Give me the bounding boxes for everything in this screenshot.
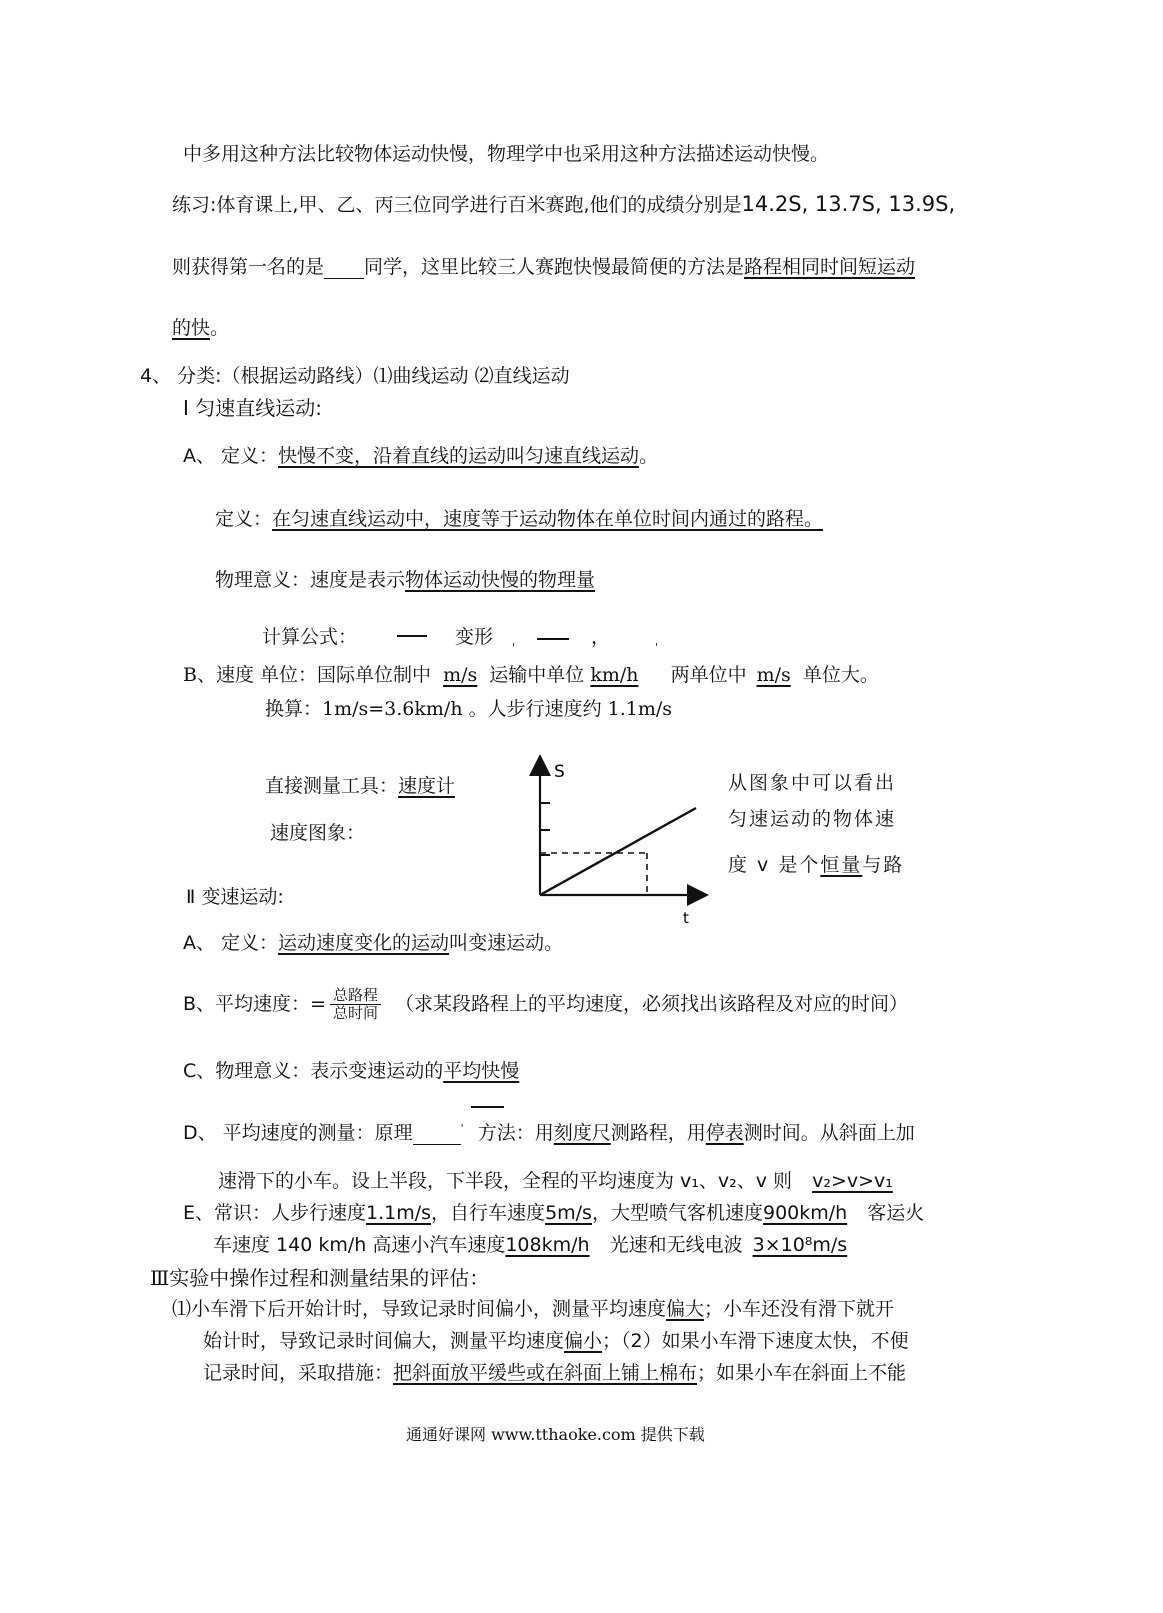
part2-meaning-text: 平均快慢 — [443, 1060, 520, 1082]
part3-line-3b: 把斜面放平缓些或在斜面上铺上棉布 — [393, 1362, 698, 1384]
bike-speed: 5m/s — [545, 1202, 592, 1224]
part2-defA-label: A、 定义： — [183, 932, 279, 954]
light-label: 光速和无线电波 — [609, 1234, 743, 1256]
defA-line — [183, 445, 658, 468]
jet-label: ，大型喷气客机速度 — [591, 1202, 763, 1224]
formula-transform: 变形 — [455, 626, 494, 648]
part3-line-1 — [172, 1298, 894, 1321]
car-speed: 108km/h — [505, 1234, 590, 1256]
part3-line-1a: ⑴小车滑下后开始计时，导致记录时间偏小，测量平均速度 — [172, 1298, 667, 1320]
answer-prefix: 则获得第一名的是 — [172, 256, 325, 278]
answer-end: 。 — [210, 317, 230, 339]
light-speed: 3×10⁸m/s — [752, 1234, 848, 1256]
measure-line — [183, 1122, 915, 1145]
graph-desc-1: 从图象中可以看出 — [728, 772, 897, 794]
jet-speed: 900km/h — [762, 1202, 848, 1224]
series-line — [540, 808, 696, 895]
measure-tool-1: 刻度尺 — [553, 1122, 611, 1144]
part2-defA-text: 运动速度变化的运动 — [278, 932, 450, 954]
exercise-times: 14.2S, 13.7S, 13.9S, — [741, 192, 956, 216]
exercise-line — [172, 192, 955, 217]
unit-prefix: B、速度 单位：国际单位制中 — [183, 664, 432, 686]
def2-line — [215, 508, 823, 531]
part3-line-3a: 记录时间，采取措施： — [203, 1362, 394, 1384]
unit-compare-end: 单位大。 — [802, 664, 879, 686]
avg-numerator: 总路程 — [330, 987, 381, 1005]
common-line-2 — [213, 1234, 847, 1257]
section4-heading: 4、 分类:（根据运动路线）⑴曲线运动 ⑵直线运动 — [140, 365, 570, 387]
formula-fraction-bar-1 — [397, 635, 427, 637]
defA-text: 快慢不变，沿着直线的运动叫匀速直线运动 — [278, 445, 640, 467]
measure-line-2-text: 速滑下的小车。设上半段，下半段，全程的平均速度为 v₁、v₂、v 则 — [218, 1170, 793, 1192]
answer-line-2 — [172, 317, 229, 340]
part2-defA-line — [183, 932, 563, 955]
graph-desc-2: 匀速运动的物体速 — [728, 808, 897, 830]
avg-note: （求某段路程上的平均速度，必须找出该路程及对应的时间） — [394, 993, 908, 1016]
bike-label: ，自行车速度 — [431, 1202, 546, 1224]
avg-denominator: 总时间 — [332, 1004, 378, 1023]
part3-line-1b: 偏大 — [666, 1298, 705, 1320]
conversion: 换算：1m/s=3.6km/h 。人步行速度约 1.1m/s — [265, 698, 673, 720]
avg-line — [183, 987, 908, 1023]
graph-desc-3a: 度 v 是个 — [728, 854, 821, 876]
part2-meaning-line — [183, 1060, 519, 1083]
principle-tick: ' — [460, 1122, 464, 1135]
part3-line-2c: ；（2）如果小车滑下速度太快，不便 — [602, 1330, 909, 1352]
principle-fraction-bar — [471, 1106, 504, 1108]
part3-line-2a: 始计时，导致记录时间偏大，测量平均速度 — [203, 1330, 565, 1352]
formula-tick-2: ' — [655, 641, 659, 654]
measure-prefix: D、 平均速度的测量：原理 — [183, 1122, 413, 1144]
measure-line-2 — [218, 1170, 899, 1193]
part3-heading: Ⅲ实验中操作过程和测量结果的评估： — [150, 1266, 490, 1290]
def2-label: 定义： — [215, 508, 273, 530]
unit-transport: km/h — [590, 664, 639, 686]
intro-line-1: 中多用这种方法比较物体运动快慢，物理学中也采用这种方法描述运动快慢。 — [183, 143, 830, 165]
def2-text: 在匀速直线运动中，速度等于运动物体在单位时间内通过的路程。 — [272, 508, 824, 530]
tool-line — [265, 775, 455, 798]
unit-transport-label: 运输中单位 — [489, 664, 585, 686]
measure-answer: v₂>v>v₁ — [812, 1170, 893, 1192]
tool-label: 直接测量工具： — [265, 775, 399, 797]
avg-label: B、平均速度：= — [183, 993, 326, 1016]
part3-line-3c: ；如果小车在斜面上不能 — [697, 1362, 907, 1384]
defA-label: A、 定义： — [183, 445, 279, 467]
unit-line — [183, 664, 879, 687]
formula-label: 计算公式： — [262, 626, 358, 648]
common-prefix: E、常识：人步行速度 — [183, 1202, 367, 1224]
part1-heading: Ⅰ 匀速直线运动: — [183, 396, 322, 420]
graph-desc-3b: 恒量 — [820, 854, 863, 876]
principle-blank — [413, 1123, 461, 1145]
formula-comma: ， — [591, 626, 611, 648]
measure-tool-2: 停表 — [705, 1122, 744, 1144]
graph-desc-3 — [728, 854, 904, 877]
exercise-prefix: 练习:体育课上,甲、乙、丙三位同学进行百米赛跑,他们的成绩分别是 — [172, 194, 742, 216]
measure-mid: 方法：用 — [477, 1122, 554, 1144]
part3-line-1c: ；小车还没有滑下就开 — [704, 1298, 895, 1320]
walk-speed: 1.1m/s — [366, 1202, 432, 1224]
avg-fraction — [330, 987, 381, 1023]
answer-mid: 同学，这里比较三人赛跑快慢最简便的方法是 — [364, 256, 745, 278]
speed-graph — [520, 755, 710, 935]
axis-label-y: S — [554, 762, 565, 782]
formula-tick-1: ' — [512, 641, 516, 654]
unit-si: m/s — [443, 664, 478, 686]
part3-line-2 — [203, 1330, 909, 1353]
graph-desc-3c: 与路 — [862, 854, 905, 876]
part2-defA-end: 叫变速运动。 — [449, 932, 564, 954]
meaning-line — [215, 569, 595, 592]
answer-method: 路程相同时间短运动 — [744, 256, 916, 278]
part2-heading: Ⅱ 变速运动: — [186, 886, 284, 908]
meaning-label: 物理意义：速度是表示 — [215, 569, 406, 591]
footer-text: 通通好课网 www.tthaoke.com 提供下载 — [406, 1425, 705, 1444]
common-line-2-prefix: 车速度 140 km/h 高速小汽车速度 — [213, 1234, 506, 1256]
axis-label-x: t — [683, 909, 689, 927]
formula-fraction-bar-2 — [537, 638, 569, 640]
common-line-1 — [183, 1202, 924, 1225]
part3-line-2b: 偏小 — [564, 1330, 603, 1352]
answer-line — [172, 256, 915, 279]
part2-meaning-label: C、物理意义：表示变速运动的 — [183, 1060, 444, 1082]
defA-end: 。 — [639, 445, 659, 467]
tool-value: 速度计 — [398, 775, 456, 797]
unit-compare-label: 两单位中 — [670, 664, 747, 686]
unit-bigger: m/s — [756, 664, 791, 686]
train-label: 客运火 — [867, 1202, 925, 1224]
measure-mid-2: 测路程，用 — [610, 1122, 706, 1144]
meaning-text: 物体运动快慢的物理量 — [405, 569, 596, 591]
answer-method-end: 的快 — [172, 317, 211, 339]
part3-line-3 — [203, 1362, 906, 1385]
answer-blank — [324, 257, 364, 279]
graph-label: 速度图象： — [270, 822, 366, 844]
measure-end: 测时间。从斜面上加 — [743, 1122, 915, 1144]
